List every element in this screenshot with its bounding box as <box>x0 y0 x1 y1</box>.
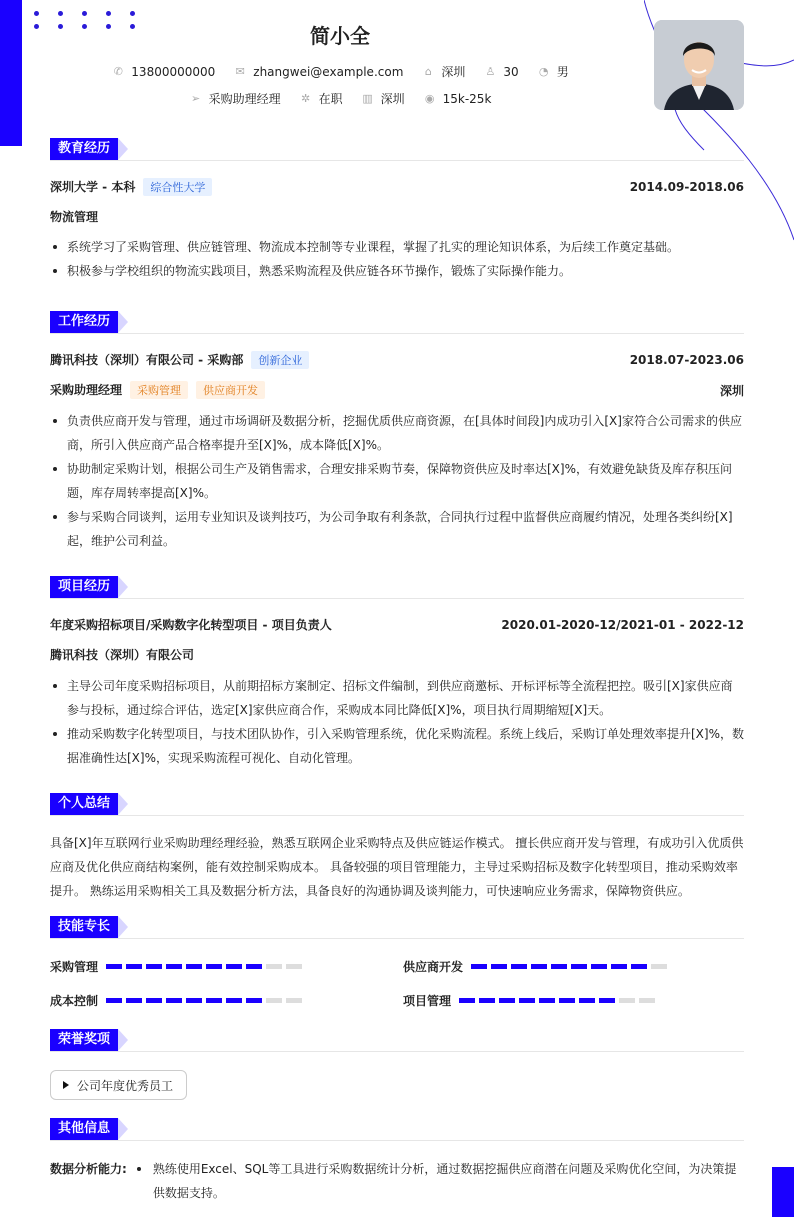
skill-level-segment <box>206 998 222 1003</box>
project-company-row <box>50 646 744 663</box>
list-item: 负责供应商开发与管理，通过市场调研及数据分析，挖掘优质供应商资源，在[具体时间段]内成功引入[X]家符合公司需求的供应商，所引入供应商产品合格率提升至[X]%，成本降低[X]%。 <box>50 409 744 457</box>
position-title: 采购助理经理 <box>50 383 123 397</box>
contact-gender: ◔ 男 <box>537 63 569 80</box>
project-bullets <box>50 674 744 770</box>
skill-item: 供应商开发 <box>403 958 671 975</box>
phone-icon: ✆ <box>113 64 123 78</box>
skill-item: 项目管理 <box>403 992 659 1009</box>
skill-level-bar <box>106 964 306 969</box>
section-divider <box>50 938 744 939</box>
skill-level-segment <box>619 998 635 1003</box>
intent-salary: ◉ 15k-25k <box>423 92 492 106</box>
skill-level-segment <box>631 964 647 969</box>
skill-level-segment <box>206 964 222 969</box>
company-tag: 创新企业 <box>251 351 309 369</box>
section-title-skills: 技能专长 <box>50 916 128 938</box>
section-title-honors: 荣誉奖项 <box>50 1029 128 1051</box>
bottom-right-accent-bar <box>772 1167 794 1217</box>
contact-phone: ✆ 13800000000 <box>111 65 215 79</box>
list-item: 推动采购数字化转型项目，与技术团队协作，引入采购管理系统，优化采购流程。系统上线后，采购订单处理效率提升[X]%，数据准确性达[X]%，实现采购流程可视化、自动化管理。 <box>50 722 744 770</box>
skill-level-segment <box>491 964 507 969</box>
skill-level-segment <box>519 998 535 1003</box>
skill-level-segment <box>126 998 142 1003</box>
skill-level-segment <box>591 964 607 969</box>
skill-level-segment <box>559 998 575 1003</box>
candidate-name: 简小全 <box>310 24 370 48</box>
intent-city: ▥ 深圳 <box>362 91 405 106</box>
company-name: 腾讯科技（深圳）有限公司 - 采购部 <box>50 353 244 367</box>
work-header <box>50 351 744 369</box>
project-header <box>50 616 744 633</box>
intent-row <box>0 90 680 107</box>
skill-level-segment <box>146 998 162 1003</box>
section-divider <box>50 1140 744 1141</box>
age-icon: ♙ <box>485 64 496 78</box>
section-divider <box>50 160 744 161</box>
skill-level-segment <box>639 998 655 1003</box>
section-title-education: 教育经历 <box>50 138 128 160</box>
other-info-key: 数据分析能力: <box>50 1162 127 1176</box>
skill-level-segment <box>531 964 547 969</box>
skill-level-bar <box>471 964 671 969</box>
project-name: 年度采购招标项目/采购数字化转型项目 - 项目负责人 <box>50 618 332 632</box>
skill-level-segment <box>246 998 262 1003</box>
skill-level-segment <box>226 998 242 1003</box>
section-title-summary: 个人总结 <box>50 793 128 815</box>
list-item: 系统学习了采购管理、供应链管理、物流成本控制等专业课程，掌握了扎实的理论知识体系，为后续工作奠定基础。 <box>50 235 744 259</box>
mail-icon: ✉ <box>235 64 245 78</box>
work-period: 2018.07-2023.06 <box>629 353 744 367</box>
home-icon: ⌂ <box>424 64 432 78</box>
school-name: 深圳大学 - 本科 <box>50 180 136 194</box>
skill-level-segment <box>511 964 527 969</box>
send-icon: ➢ <box>190 91 201 105</box>
avatar <box>654 20 744 110</box>
skill-level-segment <box>651 964 667 969</box>
skill-level-bar <box>106 998 306 1003</box>
section-divider <box>50 598 744 599</box>
summary-text: 具备[X]年互联网行业采购助理经理经验，熟悉互联网企业采购特点及供应链运作模式。 擅长供应商开发与管理，有成功引入优质供应商及优化供应商结构案例，能有效控制采购成本。 具备较强的项目管理能力，主导过采购招标及数字化转型项目，推动采购效率提升。 熟练运用采购相关工具及数据分析方法，具备良好的沟通协调及谈判能力，可快速响应业务需求，保障物资供应。 <box>50 836 744 898</box>
award-item: 公司年度优秀员工 <box>50 1070 187 1100</box>
skill-level-segment <box>551 964 567 969</box>
salary-icon: ◉ <box>424 91 435 105</box>
skill-level-segment <box>166 964 182 969</box>
skill-level-segment <box>266 964 282 969</box>
skill-level-segment <box>126 964 142 969</box>
gender-icon: ◔ <box>538 64 549 78</box>
list-item: 协助制定采购计划，根据公司生产及销售需求，合理安排采购节奏，保障物资供应及时率达[X]%，有效避免缺货及库存积压问题，库存周转率提高[X]%。 <box>50 457 744 505</box>
skill-level-segment <box>286 964 302 969</box>
intent-position: ➢ 采购助理经理 <box>189 90 281 107</box>
contact-row <box>0 63 680 80</box>
list-item: 主导公司年度采购招标项目，从前期招标方案制定、招标文件编制，到供应商邀标、开标评标等全流程把控。吸引[X]家供应商参与投标，通过综合评估，选定[X]家供应商合作，采购成本同比降低[X]%，项目执行周期缩短[X]天。 <box>50 674 744 722</box>
section-title-work: 工作经历 <box>50 311 128 333</box>
position-tag: 采购管理 <box>130 381 188 399</box>
skill-item: 采购管理 <box>50 958 306 975</box>
skill-level-segment <box>166 998 182 1003</box>
school-tag: 综合性大学 <box>143 178 212 196</box>
skill-level-segment <box>266 998 282 1003</box>
other-info-row <box>50 1157 744 1205</box>
skill-level-segment <box>611 964 627 969</box>
skill-level-segment <box>246 964 262 969</box>
work-bullets <box>50 409 744 553</box>
section-divider <box>50 1051 744 1052</box>
skill-level-segment <box>106 964 122 969</box>
skill-level-segment <box>571 964 587 969</box>
section-divider <box>50 333 744 334</box>
skill-level-segment <box>286 998 302 1003</box>
contact-city: ⌂ 深圳 <box>421 63 465 80</box>
education-period: 2014.09-2018.06 <box>629 180 744 194</box>
skill-level-segment <box>226 964 242 969</box>
position-tag: 供应商开发 <box>196 381 265 399</box>
list-item: 积极参与学校组织的物流实践项目，熟悉采购流程及供应链各环节操作，锻炼了实际操作能力。 <box>50 259 744 283</box>
contact-age: ♙ 30 <box>483 65 518 79</box>
major: 物流管理 <box>50 210 99 224</box>
skill-level-segment <box>106 998 122 1003</box>
skill-level-segment <box>499 998 515 1003</box>
position-row <box>50 381 744 399</box>
skill-level-segment <box>459 998 475 1003</box>
section-title-project: 项目经历 <box>50 576 128 598</box>
skill-level-segment <box>146 964 162 969</box>
skill-level-segment <box>186 998 202 1003</box>
skill-level-segment <box>539 998 555 1003</box>
skill-item: 成本控制 <box>50 992 306 1009</box>
intent-status: ✲ 在职 <box>299 90 343 107</box>
status-icon: ✲ <box>300 91 311 105</box>
contact-email[interactable]: ✉ zhangwei@example.com <box>233 65 403 79</box>
skill-level-segment <box>186 964 202 969</box>
education-header <box>50 178 744 196</box>
skill-level-segment <box>579 998 595 1003</box>
section-divider <box>50 815 744 816</box>
project-period: 2020.01-2020-12/2021-01 - 2022-12 <box>501 617 744 632</box>
play-icon <box>63 1081 69 1089</box>
skill-level-segment <box>471 964 487 969</box>
section-title-other: 其他信息 <box>50 1118 128 1140</box>
skill-level-bar <box>459 998 659 1003</box>
list-item: 参与采购合同谈判，运用专业知识及谈判技巧，为公司争取有利条款，合同执行过程中监督供应商履约情况，处理各类纠纷[X]起，维护公司利益。 <box>50 505 744 553</box>
project-company: 腾讯科技（深圳）有限公司 <box>50 648 195 662</box>
other-info-value: 熟练使用Excel、SQL等工具进行采购数据统计分析，通过数据挖掘供应商潜在问题及采购优化空间，为决策提供数据支持。 <box>137 1157 744 1205</box>
skill-level-segment <box>479 998 495 1003</box>
building-icon: ▥ <box>362 91 373 105</box>
education-bullets <box>50 235 744 283</box>
work-city: 深圳 <box>719 383 744 398</box>
major-row <box>50 208 744 225</box>
skill-level-segment <box>599 998 615 1003</box>
